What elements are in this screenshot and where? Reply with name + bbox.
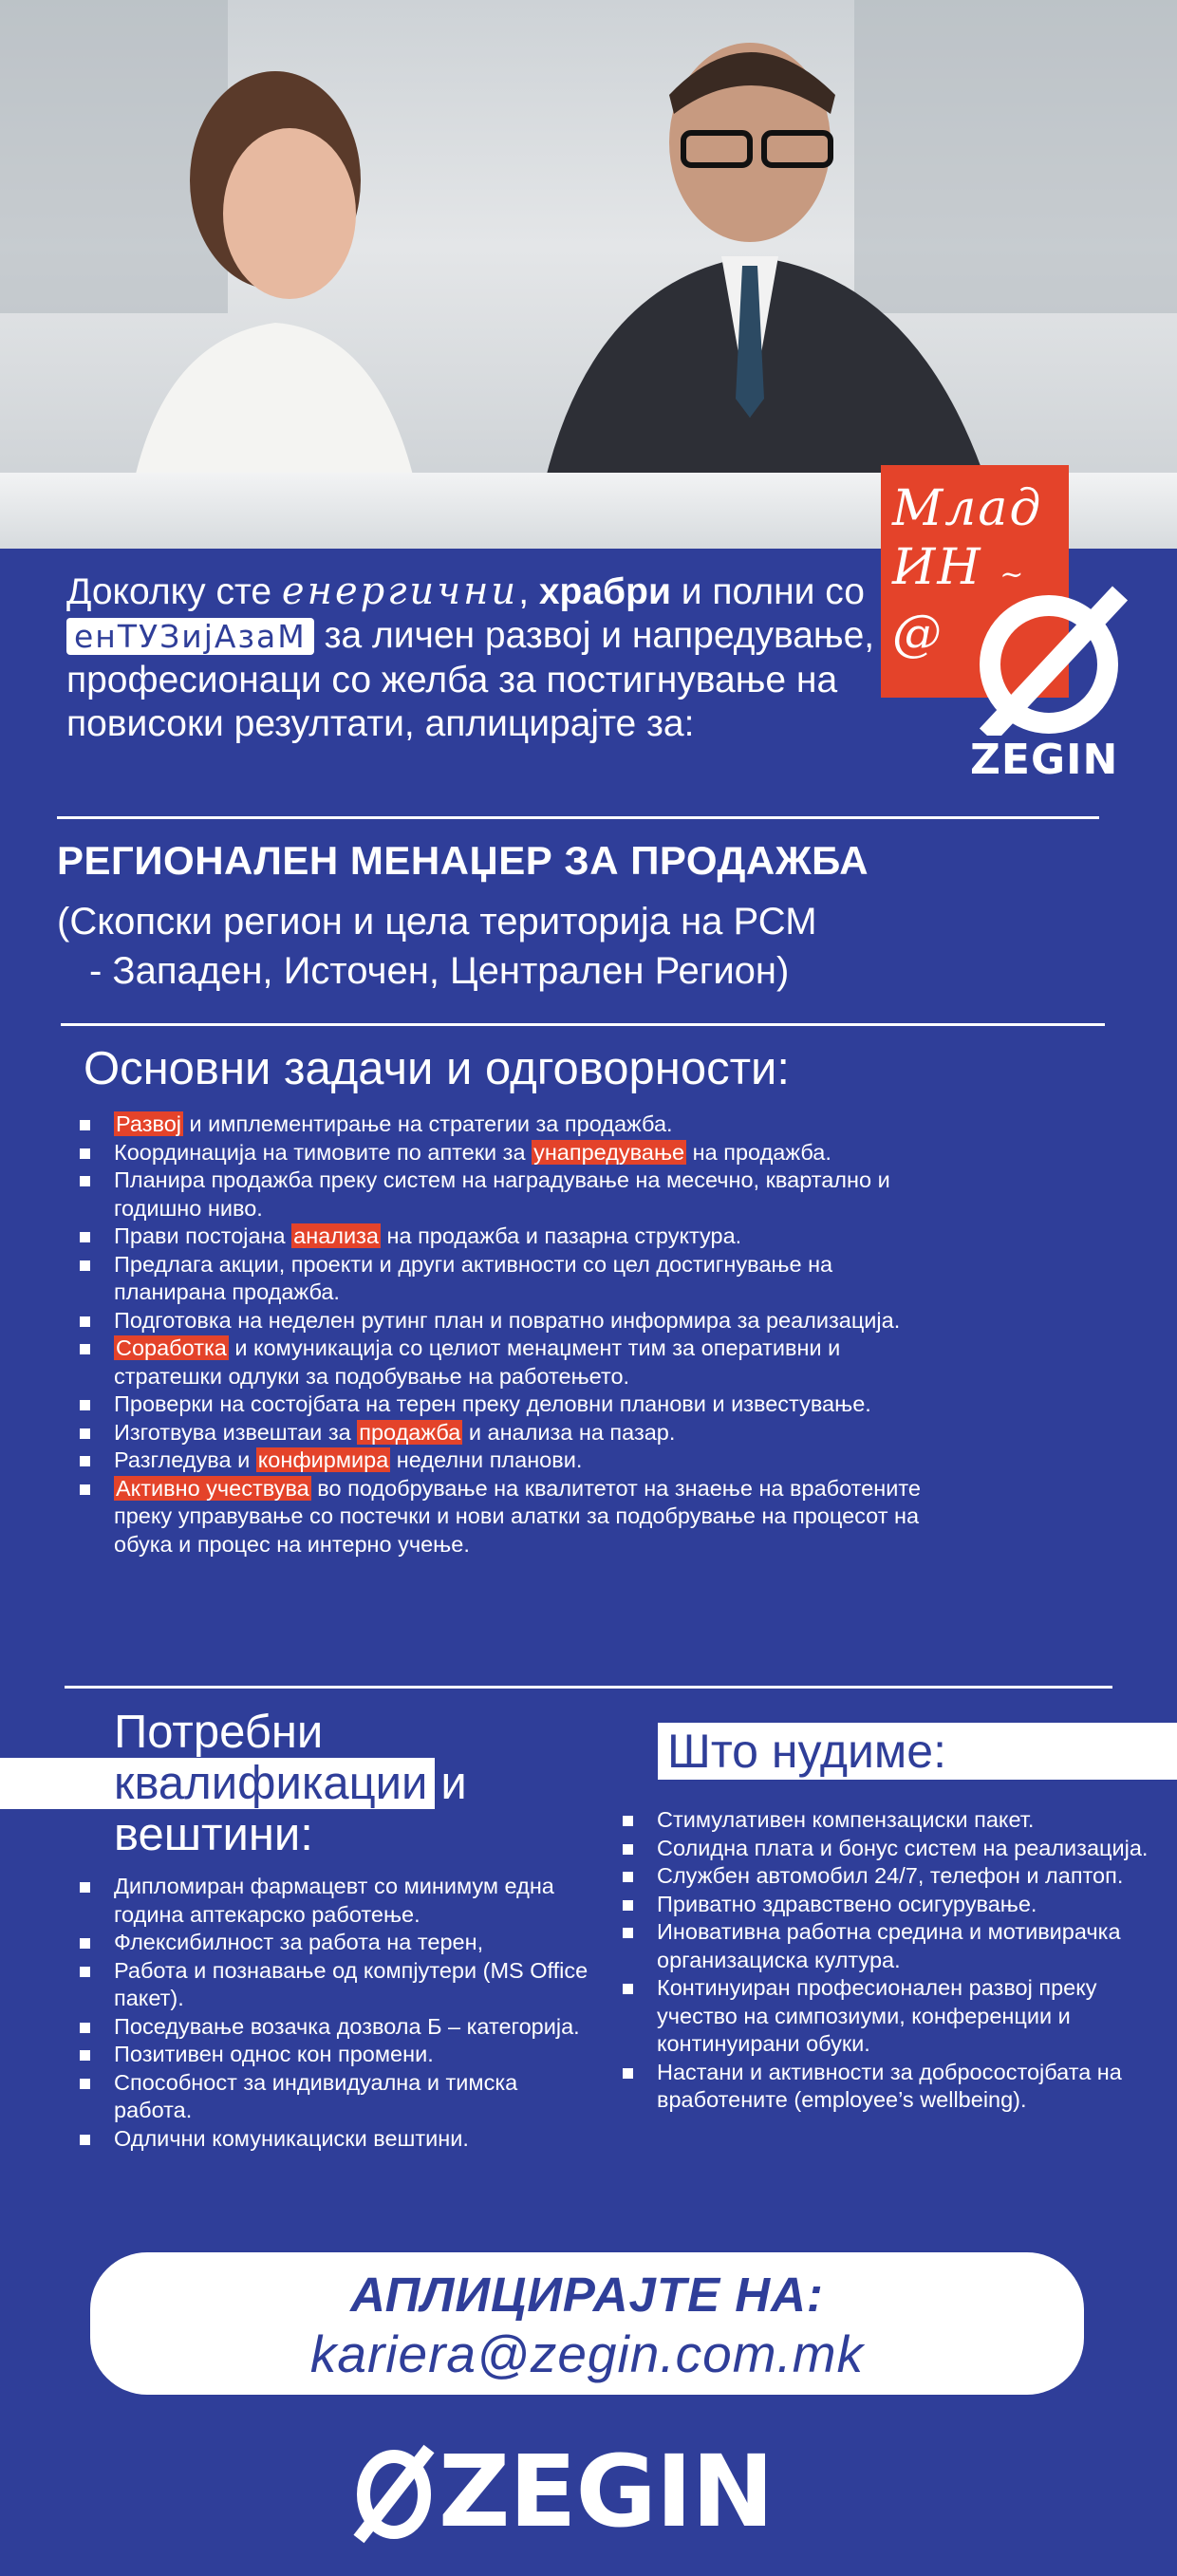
offer-item: Стимулативен компензациски пакет. (619, 1806, 1150, 1835)
task-item: Проверки на состојбата на терен преку деловни планови и известување. (76, 1391, 930, 1419)
offer-item: Иновативна работна средина и мотивирачка организациска култура. (619, 1918, 1150, 1974)
zegin-wordmark-top: ZEGIN (970, 736, 1119, 784)
job-title: РЕГИОНАЛЕН МЕНАЏЕР ЗА ПРОДАЖБА (57, 838, 869, 883)
qualification-item: Способност за индивидуална и тимска работа. (76, 2069, 588, 2125)
task-item: Активно учествува во подобрување на квалитетот на знаење на вработените преку управување со постечки и нови алатки за подобрување на процесот на обука и процес на интерно учење. (76, 1475, 930, 1559)
task-item: Соработка и комуникација со целиот менаџмент тим за оперативни и стратешки одлуки за подобување на работењето. (76, 1335, 930, 1391)
offers-title (658, 1723, 1177, 1780)
task-highlight: анализа (293, 1223, 379, 1248)
qualification-item: Дипломиран фармацевт со минимум една година аптекарско работење. (76, 1873, 588, 1929)
enthusiasm-word: енТУЗијАзаМ (66, 618, 314, 655)
offers-list (619, 1806, 1150, 2115)
task-highlight: Активно учествува (116, 1475, 309, 1501)
qualification-item: Одлични комуникациски вештини. (76, 2125, 588, 2154)
zegin-logo-bottom (351, 2434, 826, 2549)
quals-list (76, 1873, 588, 2153)
offer-item: Приватно здравствено осигурување. (619, 1891, 1150, 1919)
task-highlight: Соработка (116, 1335, 227, 1360)
tasks-list (76, 1111, 930, 1559)
zegin-logo-top (959, 584, 1139, 788)
task-highlight: унапредување (533, 1139, 685, 1165)
qualification-item: Работа и познавање од компјутери (MS Office пакет). (76, 1957, 588, 2013)
zegin-wordmark-bottom: ZEGIN (439, 2434, 774, 2549)
quals-title-and: и (440, 1758, 467, 1809)
job-sub-line1: (Скопски регион и цела територија на РСМ (57, 901, 817, 943)
offer-item: Солидна плата и бонус систем на реализација. (619, 1835, 1150, 1863)
task-item: Прави постојана анализа на продажба и пазарна структура. (76, 1223, 930, 1251)
zegin-z-icon-bottom (351, 2439, 437, 2544)
task-item: Изготвува извештаи за продажба и анализа на пазар. (76, 1419, 930, 1447)
offer-item: Службен автомобил 24/7, телефон и лаптоп. (619, 1862, 1150, 1891)
offer-item: Континуиран професионален развој преку учество на симпозиуми, конференции и континуирани обуки. (619, 1974, 1150, 2059)
apply-title: АПЛИЦИРАЈТЕ НА: (350, 2268, 824, 2322)
offer-item: Настани и активности за добросостојбата на вработените (employee’s wellbeing). (619, 2059, 1150, 2115)
job-subtitle (57, 897, 1130, 996)
task-item: Развој и имплементирање на стратегии за продажба. (76, 1111, 930, 1139)
task-item: Предлага акции, проекти и други активности со цел достигнување на планирана продажба. (76, 1251, 930, 1307)
divider-2 (61, 1023, 1105, 1026)
quals-title (0, 1707, 607, 1860)
quals-title-line1: Потребни (114, 1707, 324, 1758)
offers-title-text: Што нудиме: (667, 1725, 946, 1778)
apply-email-link[interactable]: kariera@zegin.com.mk (309, 2324, 865, 2383)
quals-title-line3: вештини: (114, 1809, 313, 1860)
brave-word: храбри (538, 571, 671, 612)
badge-line1: Млад (892, 480, 1043, 537)
task-highlight: конфирмира (257, 1447, 389, 1472)
quals-title-line2: квалификации (0, 1758, 435, 1809)
task-highlight: продажба (359, 1419, 461, 1445)
divider-3 (65, 1686, 1112, 1689)
energetic-word: енергични (281, 569, 519, 613)
intro-text: Доколку сте енергични, храбри и полни со енТУЗијАзаМ за личен развој и напредување, професионаци со желба за постигнување на повисоки резултати, аплицирајте за: (66, 569, 875, 744)
mladin-badge-text: Млад ИН ~ @ (892, 479, 1054, 663)
badge-line3: @ (892, 606, 943, 663)
qualification-item: Поседување возачка дозвола Б – категорија. (76, 2013, 588, 2042)
task-item: Координација на тимовите по аптеки за унапредување на продажба. (76, 1139, 930, 1167)
qualification-item: Позитивен однос кон промени. (76, 2041, 588, 2069)
divider-1 (57, 816, 1099, 819)
tasks-title: Основни задачи и одговорности: (84, 1043, 791, 1094)
task-item: Планира продажба преку систем на наградување на месечно, квартално и годишно ниво. (76, 1167, 930, 1223)
badge-line2: ИН (892, 539, 982, 596)
task-item: Разгледува и конфирмира неделни планови. (76, 1447, 930, 1475)
job-sub-line2: - Западен, Источен, Централен Регион) (89, 950, 790, 992)
qualification-item: Флексибилност за работа на терен, (76, 1929, 588, 1957)
zegin-z-icon (959, 584, 1139, 736)
task-highlight: Развој (116, 1111, 181, 1136)
apply-box (90, 2252, 1084, 2395)
task-item: Подготовка на неделен рутинг план и повратно информира за реализација. (76, 1307, 930, 1335)
